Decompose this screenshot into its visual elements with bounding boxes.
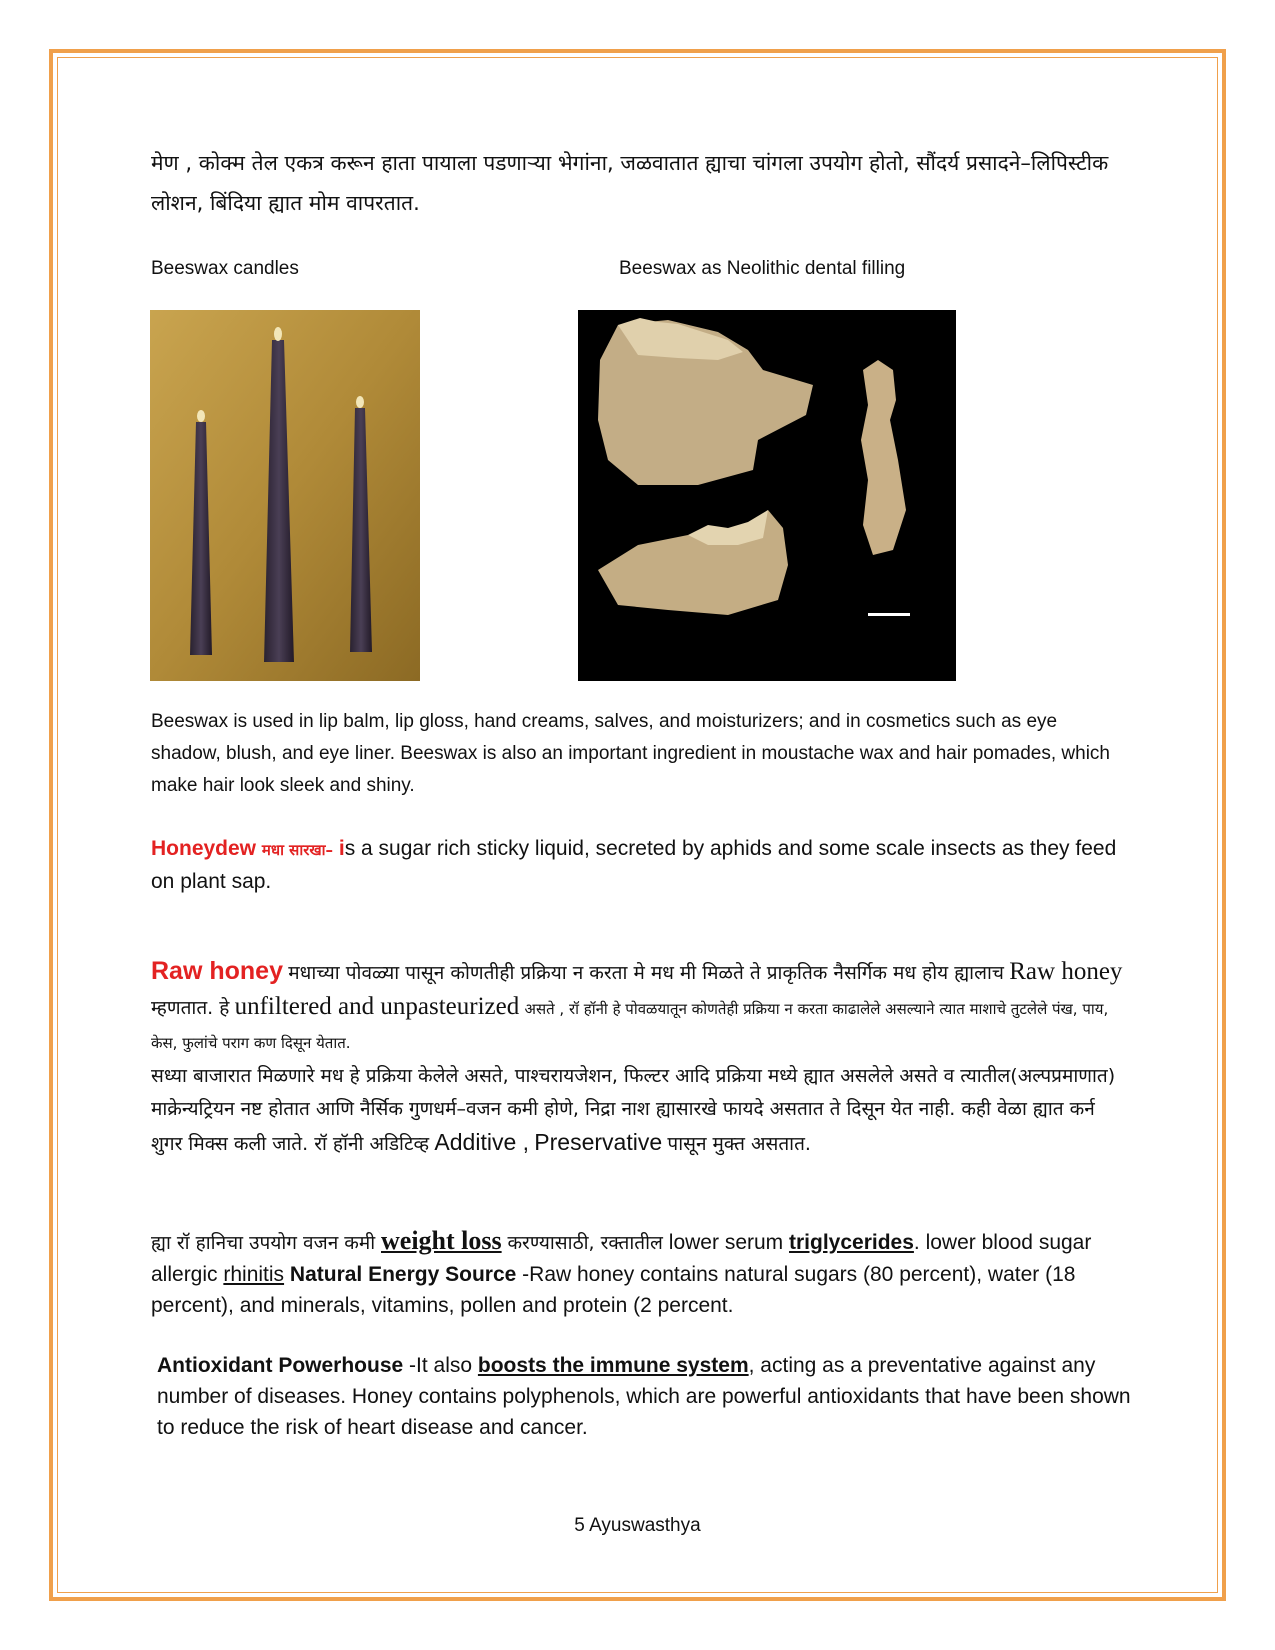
raw-honey-serif-2: unfiltered and unpasteurized: [234, 993, 520, 1020]
honeydew-marathi: मधा सारखा–: [261, 841, 333, 859]
raw-honey-marathi-4: सध्या बाजारात मिळणारे मध हे प्रक्रिया केलेले असते, पाश्चरायजेशन, फिल्टर आदि प्रक्रिया मध्ये ह्यात असलेले असते व त्यातील(अल्पप्रमाणात) माक्रेन्यट्रियन नष्ट होतात आणि नैर्सिक गुणधर्म–वजन कमी होणे, निद्रा नाश ह्यासारखे फायदे असतात ते दिसून येत नाही. कही वेळा ह्यात कर्न शुगर मिक्स कली जाते. रॉ हॉनी अडिटिव्ह: [151, 1065, 1116, 1155]
lower-serum-text: lower serum: [668, 1231, 784, 1254]
triglycerides-link[interactable]: triglycerides: [789, 1231, 914, 1254]
intro-paragraph: मेण , कोक्म तेल एकत्र करून हाता पायाला पडणाऱ्या भेगांना, जळवातात ह्याचा चांगला उपयोग होतो, सौंदर्य प्रसादने–लिपिस्टीक लोशन, बिंदिया ह्यात मोम वापरतात.: [151, 151, 1109, 215]
neolithic-dental-filling-photo: [578, 310, 956, 681]
antioxidant-text: , acting as a preventative against any number of diseases. Honey contains polyphenols, which are powerful antioxidants that have been shown to reduce the risk of heart disease and cancer.: [157, 1354, 1131, 1439]
antioxidant-paragraph: [157, 1350, 1137, 1443]
honeydew-term: Honeydew: [151, 837, 257, 860]
antioxidant-lead: -It also: [409, 1354, 473, 1377]
weight-loss-link[interactable]: weight loss: [381, 1226, 502, 1255]
page-footer: 5 Ayuswasthya: [574, 1515, 701, 1536]
raw-honey-paragraph: [151, 955, 1131, 1161]
natural-energy-text: -Raw honey contains natural sugars (80 percent), water (18 percent), and minerals, vitamins, pollen and protein (2 percent.: [151, 1263, 1076, 1317]
caption-dental-filling: Beeswax as Neolithic dental filling: [619, 258, 906, 279]
beeswax-uses-paragraph: Beeswax is used in lip balm, lip gloss, hand creams, salves, and moisturizers; and in cosmetics such as eye shadow, blush, and eye liner. Beeswax is also an important ingredient in moustache wax and hair pomades, which make hair look sleek and shiny.: [151, 711, 1110, 796]
benefits-marathi-1: ह्या रॉ हानिचा उपयोग वजन कमी: [151, 1232, 376, 1254]
raw-honey-marathi-5: पासून मुक्त असतात.: [667, 1133, 811, 1155]
beeswax-candles-photo: [150, 310, 420, 681]
honeydew-paragraph: [151, 833, 1131, 897]
raw-honey-marathi-1: मधाच्या पोवळ्या पासून कोणतीही प्रक्रिया न करता मे मध मी मिळते ते प्राकृतिक नैसर्गिक मध होय ह्यालाच: [288, 962, 1004, 984]
caption-candles: Beeswax candles: [151, 258, 299, 279]
benefits-text-1: . lower blood sugar allergic: [151, 1231, 1092, 1286]
immune-system-link[interactable]: boosts the immune system: [477, 1354, 749, 1377]
raw-honey-additive: Additive ,: [434, 1129, 530, 1155]
raw-honey-marathi-3: असते , रॉ हॉनी हे पोवळयातून कोणतेही प्रक्रिया न करता काढालेले असल्याने त्यात माशाचे तुटलेले पंख, पाय, केस, फुलांचे पराग कण दिसून येतात.: [151, 1000, 1109, 1052]
benefits-marathi-2: करण्यासाठी, रक्तातील: [507, 1232, 663, 1254]
benefits-paragraph: [151, 1225, 1131, 1321]
antioxidant-title: Antioxidant Powerhouse: [157, 1354, 404, 1377]
honeydew-definition: s a sugar rich sticky liquid, secreted by aphids and some scale insects as they feed on plant sap.: [151, 837, 1117, 893]
natural-energy-title: Natural Energy Source: [289, 1263, 517, 1286]
raw-honey-term: Raw honey: [151, 957, 283, 985]
rhinitis-link[interactable]: rhinitis: [223, 1263, 285, 1286]
raw-honey-preservative: Preservative: [534, 1129, 663, 1155]
raw-honey-serif-1: Raw honey: [1009, 958, 1123, 985]
honeydew-first-letter: i: [338, 837, 345, 860]
raw-honey-marathi-2: म्हणतात. हे: [151, 997, 230, 1019]
